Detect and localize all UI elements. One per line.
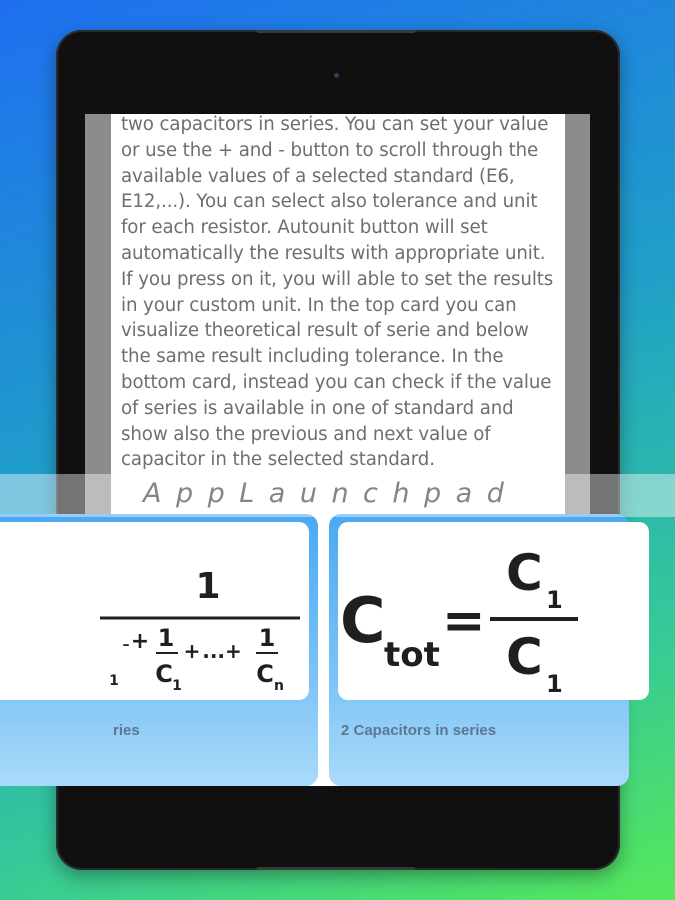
formula-term1-sub: 1 (172, 678, 182, 694)
tablet-edge-top (256, 30, 416, 33)
formula-lhs-sub: tot (384, 635, 440, 675)
camera-icon (334, 73, 339, 78)
formula-bottom: C (506, 628, 543, 686)
formula-card-2-capacitors-inner (338, 522, 649, 700)
formula-plus-1: + (130, 629, 150, 654)
formula-term-partial: – (122, 637, 130, 653)
formula-termn-den: C (256, 660, 274, 688)
formula-ellipsis: ...+ (202, 639, 242, 663)
two-capacitor-formula-image (338, 522, 638, 700)
formula-term1-den: C (155, 660, 173, 688)
formula-top-sub: 1 (546, 586, 563, 614)
formula-card-2-capacitors[interactable] (329, 514, 629, 786)
formula-card-series[interactable] (0, 514, 318, 786)
watermark-text: AppLaunchpad (143, 478, 519, 509)
help-dialog[interactable] (111, 114, 565, 786)
formula-numerator: 1 (195, 566, 221, 607)
formula-card-series-inner (0, 522, 309, 700)
formula-term1-num: 1 (157, 624, 175, 652)
formula-partial-sub: 1 (109, 673, 119, 689)
help-description: two capacitors in series. You can set your value or use the + and - button to scroll through the available values of a selected standard (E6, E12,...). You can select also tolerance and unit for each resistor. Autounit button will set automatically the results with appropriate unit. If you press on it, you will able to set the results in your custom unit. In the top card you can visualize theoretical result of serie and below the same result including tolerance. In the bottom card, instead you can check if the value of series is available in one of standard and show also the previous and next value of capacitor in the selected standard. (121, 114, 554, 471)
formula-termn-num: 1 (258, 624, 276, 652)
device-screen (85, 114, 590, 786)
formula-top: C (506, 544, 543, 602)
tablet-frame (56, 30, 620, 870)
series-formula-image (0, 522, 309, 700)
formula-bottom-sub: 1 (546, 670, 563, 698)
formula-plus-2: + (183, 639, 201, 663)
card-caption-2-capacitors: 2 Capacitors in series (341, 722, 497, 739)
card-caption-series: ries (113, 722, 140, 739)
formula-lhs: C (340, 584, 386, 657)
formula-equals: = (442, 591, 486, 651)
formula-carousel[interactable] (111, 514, 565, 786)
tablet-edge-bottom (256, 867, 416, 870)
formula-termn-sub: n (274, 678, 284, 694)
